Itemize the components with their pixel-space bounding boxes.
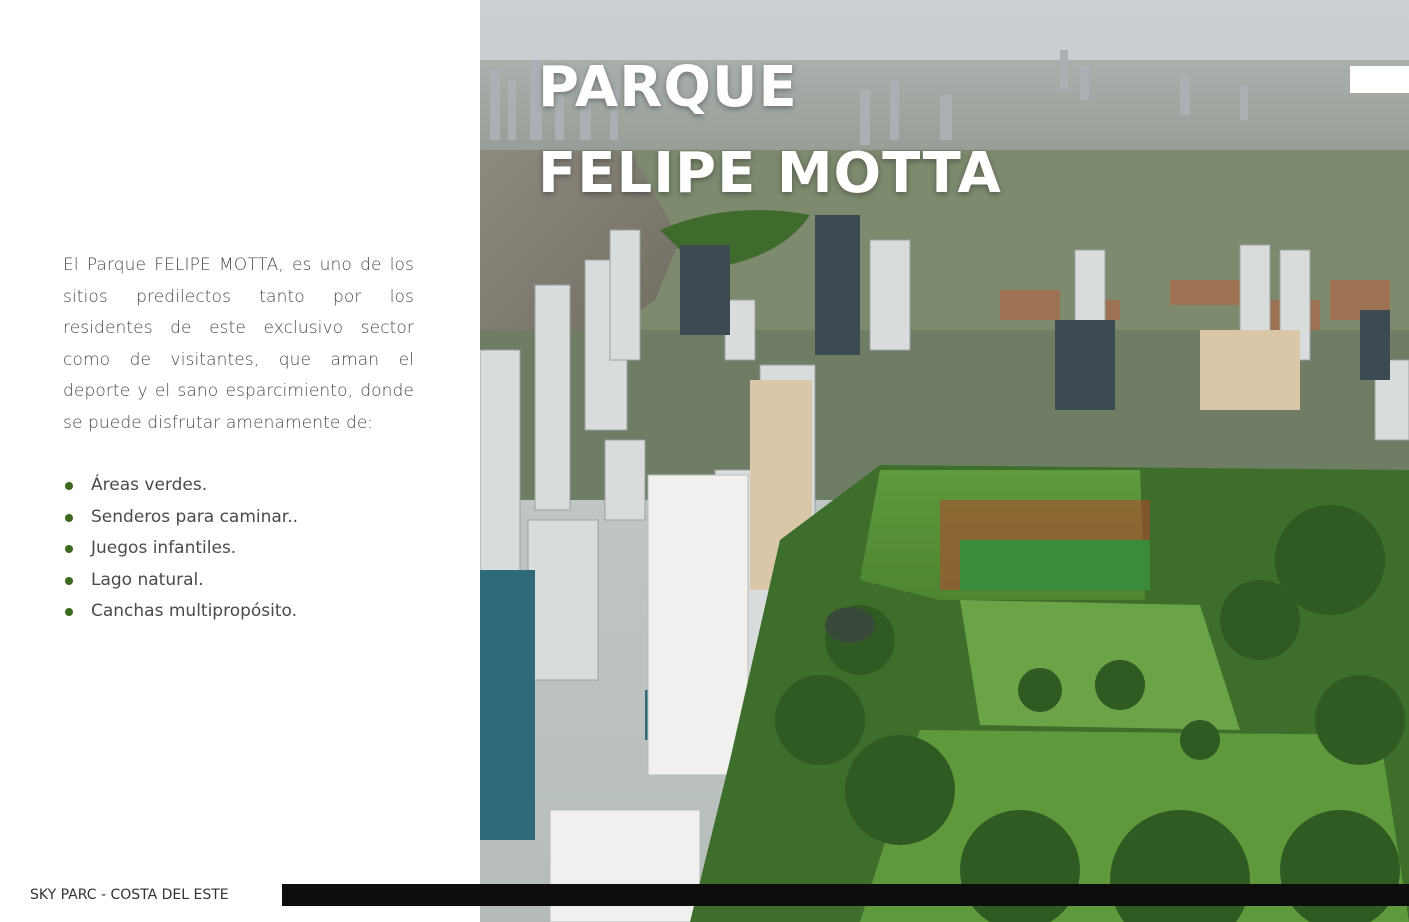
bullet-icon [65, 482, 73, 490]
amenity-label: Senderos para caminar.. [91, 506, 299, 527]
amenity-label: Áreas verdes. [91, 475, 208, 495]
bullet-icon [65, 577, 73, 585]
bullet-icon [65, 514, 73, 522]
footer-label: SKY PARC - COSTA DEL ESTE [0, 884, 282, 906]
amenity-label: Lago natural. [91, 569, 204, 590]
amenity-label: Canchas multipropósito. [91, 601, 298, 622]
slide-title [538, 55, 1002, 206]
list-item [63, 565, 298, 597]
park-description: El Parque FELIPE MOTTA, es uno de los sitios predilectos tanto por los residentes de este exclusivo sector como de visitantes, que aman el deporte y el sano esparcimiento, donde se puede disfrutar amenamente de: [63, 255, 414, 433]
title-line-2: FELIPE MOTTA [538, 141, 1002, 206]
amenity-label: Juegos infantiles. [91, 538, 237, 559]
footer-bar [282, 884, 1409, 906]
amenities-list [63, 470, 298, 628]
title-line-1: PARQUE [538, 55, 798, 120]
bullet-icon [65, 608, 73, 616]
bullet-icon [65, 545, 73, 553]
list-item [63, 470, 298, 502]
list-item [63, 533, 298, 565]
decorative-tab [1350, 66, 1409, 93]
text-panel [0, 0, 480, 922]
list-item [63, 596, 298, 628]
list-item [63, 502, 298, 534]
